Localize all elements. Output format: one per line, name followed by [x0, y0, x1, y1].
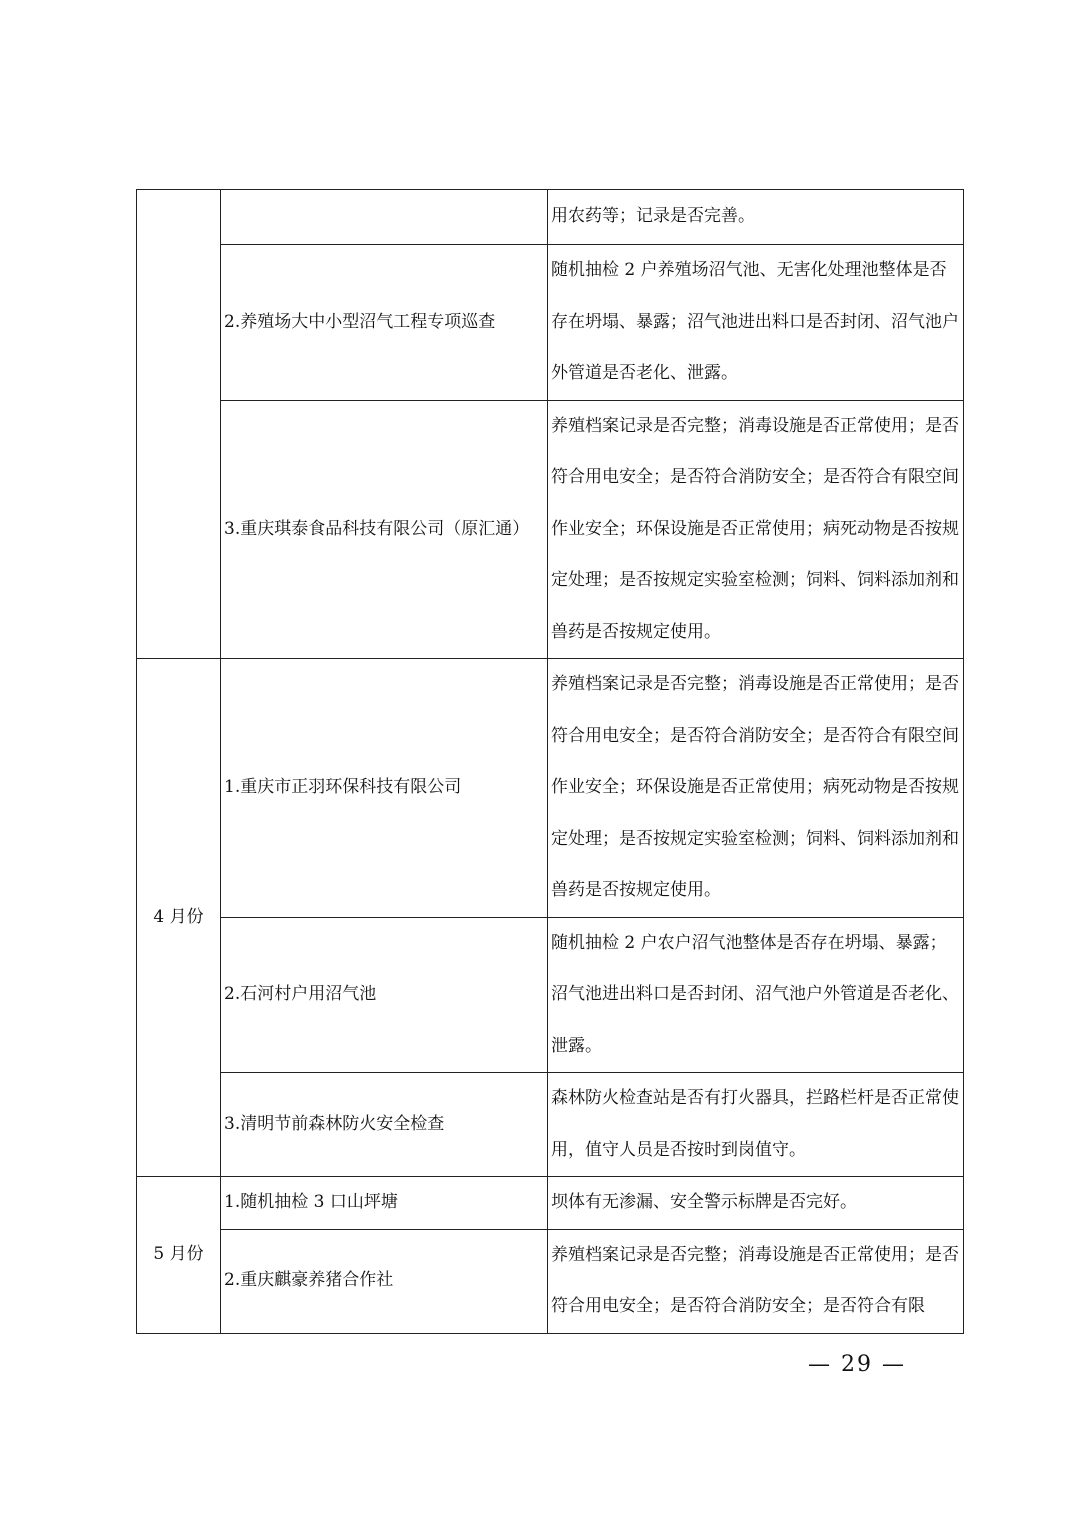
detail-cell: 养殖档案记录是否完整；消毒设施是否正常使用；是否符合用电安全；是否符合消防安全；是否符合有限空间作业安全；环保设施是否正常使用；病死动物是否按规定处理；是否按规定实验室检测；饲料、饲料添加剂和兽药是否按规定使用。 — [548, 400, 964, 659]
detail-cell: 用农药等；记录是否完善。 — [548, 190, 964, 245]
table-row — [137, 400, 964, 659]
detail-cell: 森林防火检查站是否有打火器具，拦路栏杆是否正常使用，值守人员是否按时到岗值守。 — [548, 1073, 964, 1177]
detail-cell: 随机抽检 2 户农户沼气池整体是否存在坍塌、暴露；沼气池进出料口是否封闭、沼气池户外管道是否老化、泄露。 — [548, 917, 964, 1073]
table-row — [137, 917, 964, 1073]
table-row — [137, 1073, 964, 1177]
month-cell: 4 月份 — [137, 659, 221, 1177]
item-cell: 1.随机抽检 3 口山坪塘 — [221, 1177, 548, 1230]
detail-cell: 养殖档案记录是否完整；消毒设施是否正常使用；是否符合用电安全；是否符合消防安全；是否符合有限 — [548, 1229, 964, 1333]
table-row — [137, 659, 964, 918]
month-cell — [137, 190, 221, 659]
month-cell: 5 月份 — [137, 1177, 221, 1334]
item-cell: 1.重庆市正羽环保科技有限公司 — [221, 659, 548, 918]
inspection-table — [136, 189, 964, 1334]
item-cell: 3.清明节前森林防火安全检查 — [221, 1073, 548, 1177]
table-row — [137, 245, 964, 401]
item-cell: 3.重庆琪泰食品科技有限公司（原汇通） — [221, 400, 548, 659]
item-cell: 2.重庆麒豪养猪合作社 — [221, 1229, 548, 1333]
page-number: — 29 — — [808, 1352, 906, 1377]
table-row — [137, 1229, 964, 1333]
item-cell: 2.养殖场大中小型沼气工程专项巡查 — [221, 245, 548, 401]
table-row — [137, 190, 964, 245]
detail-cell: 坝体有无渗漏、安全警示标牌是否完好。 — [548, 1177, 964, 1230]
item-cell — [221, 190, 548, 245]
detail-cell: 养殖档案记录是否完整；消毒设施是否正常使用；是否符合用电安全；是否符合消防安全；是否符合有限空间作业安全；环保设施是否正常使用；病死动物是否按规定处理；是否按规定实验室检测；饲料、饲料添加剂和兽药是否按规定使用。 — [548, 659, 964, 918]
detail-cell: 随机抽检 2 户养殖场沼气池、无害化处理池整体是否存在坍塌、暴露；沼气池进出料口是否封闭、沼气池户外管道是否老化、泄露。 — [548, 245, 964, 401]
item-cell: 2.石河村户用沼气池 — [221, 917, 548, 1073]
table-row — [137, 1177, 964, 1230]
